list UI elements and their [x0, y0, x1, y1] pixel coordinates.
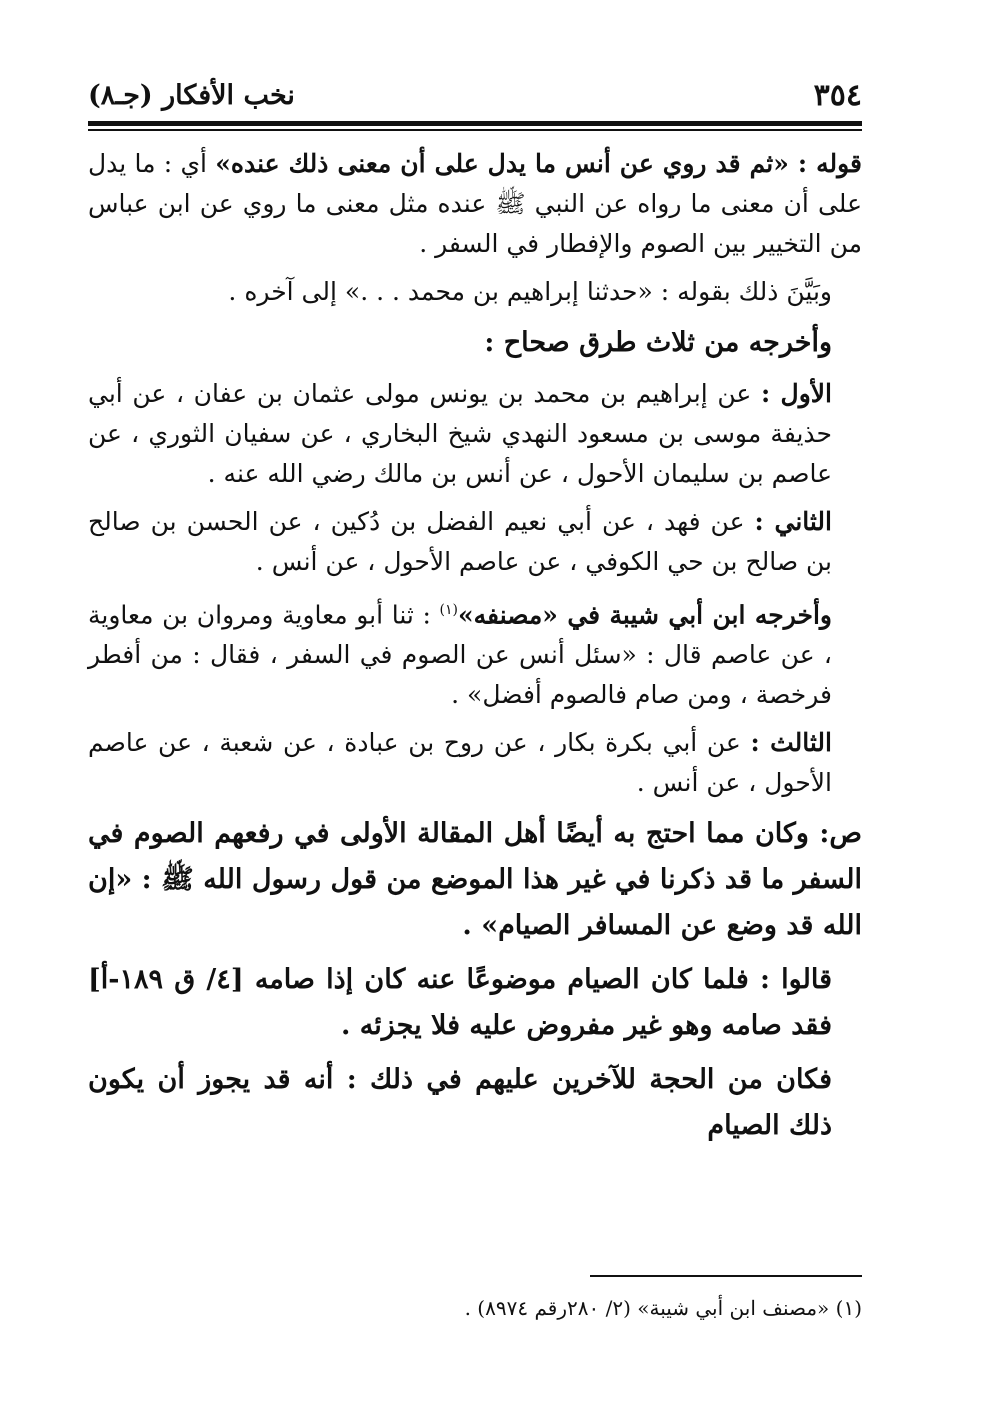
- running-title: نخب الأفكار (جـ٨): [88, 80, 295, 111]
- paragraph-text: عن أبي بكرة بكار ، عن روح بن عبادة ، عن شعبة ، عن عاصم الأحول ، عن أنس .: [88, 728, 832, 798]
- paragraph-second-chain: [88, 502, 862, 582]
- paragraph-text: عن فهد ، عن أبي نعيم الفضل بن دُكين ، عن الحسن بن صالح بن صالح بن حي الكوفي ، عن عاصم الأحول ، عن أنس .: [88, 507, 832, 576]
- paragraph-lead: الثاني :: [754, 507, 832, 536]
- footnote-separator: [590, 1275, 862, 1277]
- paragraph-text: وبَيَّنَ ذلك بقوله : «حدثنا إبراهيم بن محمد . . .» إلى آخره .: [228, 277, 832, 306]
- paragraph-lead: وأخرجه من ثلاث طرق صحاح :: [484, 327, 832, 358]
- paragraph-text: أي : ما يدل على أن معنى ما رواه عن النبي ﷺ عنده مثل معنى ما روي عن ابن عباس من التخيير بين الصوم والإفطار في السفر .: [88, 149, 862, 258]
- page-number: ٣٥٤: [813, 78, 862, 113]
- paragraph-lead: الأول :: [760, 379, 832, 408]
- paragraph-explanation: [88, 272, 862, 312]
- footnote-marker: (١): [439, 602, 459, 618]
- paragraph-lead: الثالث :: [750, 728, 832, 758]
- paragraph-chains-heading: [88, 320, 862, 366]
- paragraph-first-chain: [88, 374, 862, 494]
- paragraph-lead: قوله : «ثم قد روي عن أنس ما يدل على أن معنى ذلك عنده»: [215, 149, 862, 178]
- paragraph-lead: وأخرجه ابن أبي شيبة في «مصنفه»: [458, 600, 832, 630]
- paragraph-commentary-intro: [88, 144, 862, 264]
- paragraph-argument: قالوا : فلما كان الصيام موضوعًا عنه كان إذا صامه [٤/ ق ١٨٩-أ] فقد صامه وهو غير مفروض عليه فلا يجزئه .: [88, 964, 832, 1042]
- header-rule-thin: [88, 129, 862, 131]
- paragraph-counter-argument: فكان من الحجة للآخرين عليهم في ذلك : أنه قد يجوز أن يكون ذلك الصيام: [88, 1064, 832, 1142]
- paragraph-text-quote: ص: وكان مما احتج به أيضًا أهل المقالة الأولى في رفعهم الصوم في السفر ما قد ذكرنا في غير هذا الموضع من قول رسول الله ﷺ : «إن الله قد وضع عن المسافر الصيام» .: [88, 818, 862, 942]
- paragraph-ibn-abi-shaybah: [88, 590, 862, 715]
- body-text: [88, 144, 862, 1157]
- paragraph-text: : ثنا أبو معاوية ومروان بن معاوية ، عن عاصم قال : «سئل أنس عن الصوم في السفر ، فقال : من أفطر فرخصة ، ومن صام فالصوم أفضل» .: [88, 600, 833, 710]
- paragraph-text: عن إبراهيم بن محمد بن يونس مولى عثمان بن عفان ، عن أبي حذيفة موسى بن مسعود النهدي شيخ البخاري ، عن سفيان الثوري ، عن عاصم بن سليمان الأحول ، عن أنس بن مالك رضي الله عنه .: [88, 379, 832, 488]
- footnote: (١) «مصنف ابن أبي شيبة» (٢/ ٢٨٠رقم ٨٩٧٤) .: [464, 1296, 862, 1320]
- paragraph-third-chain: [88, 723, 862, 803]
- page-header: [88, 76, 862, 116]
- header-rule-thick: [88, 121, 862, 126]
